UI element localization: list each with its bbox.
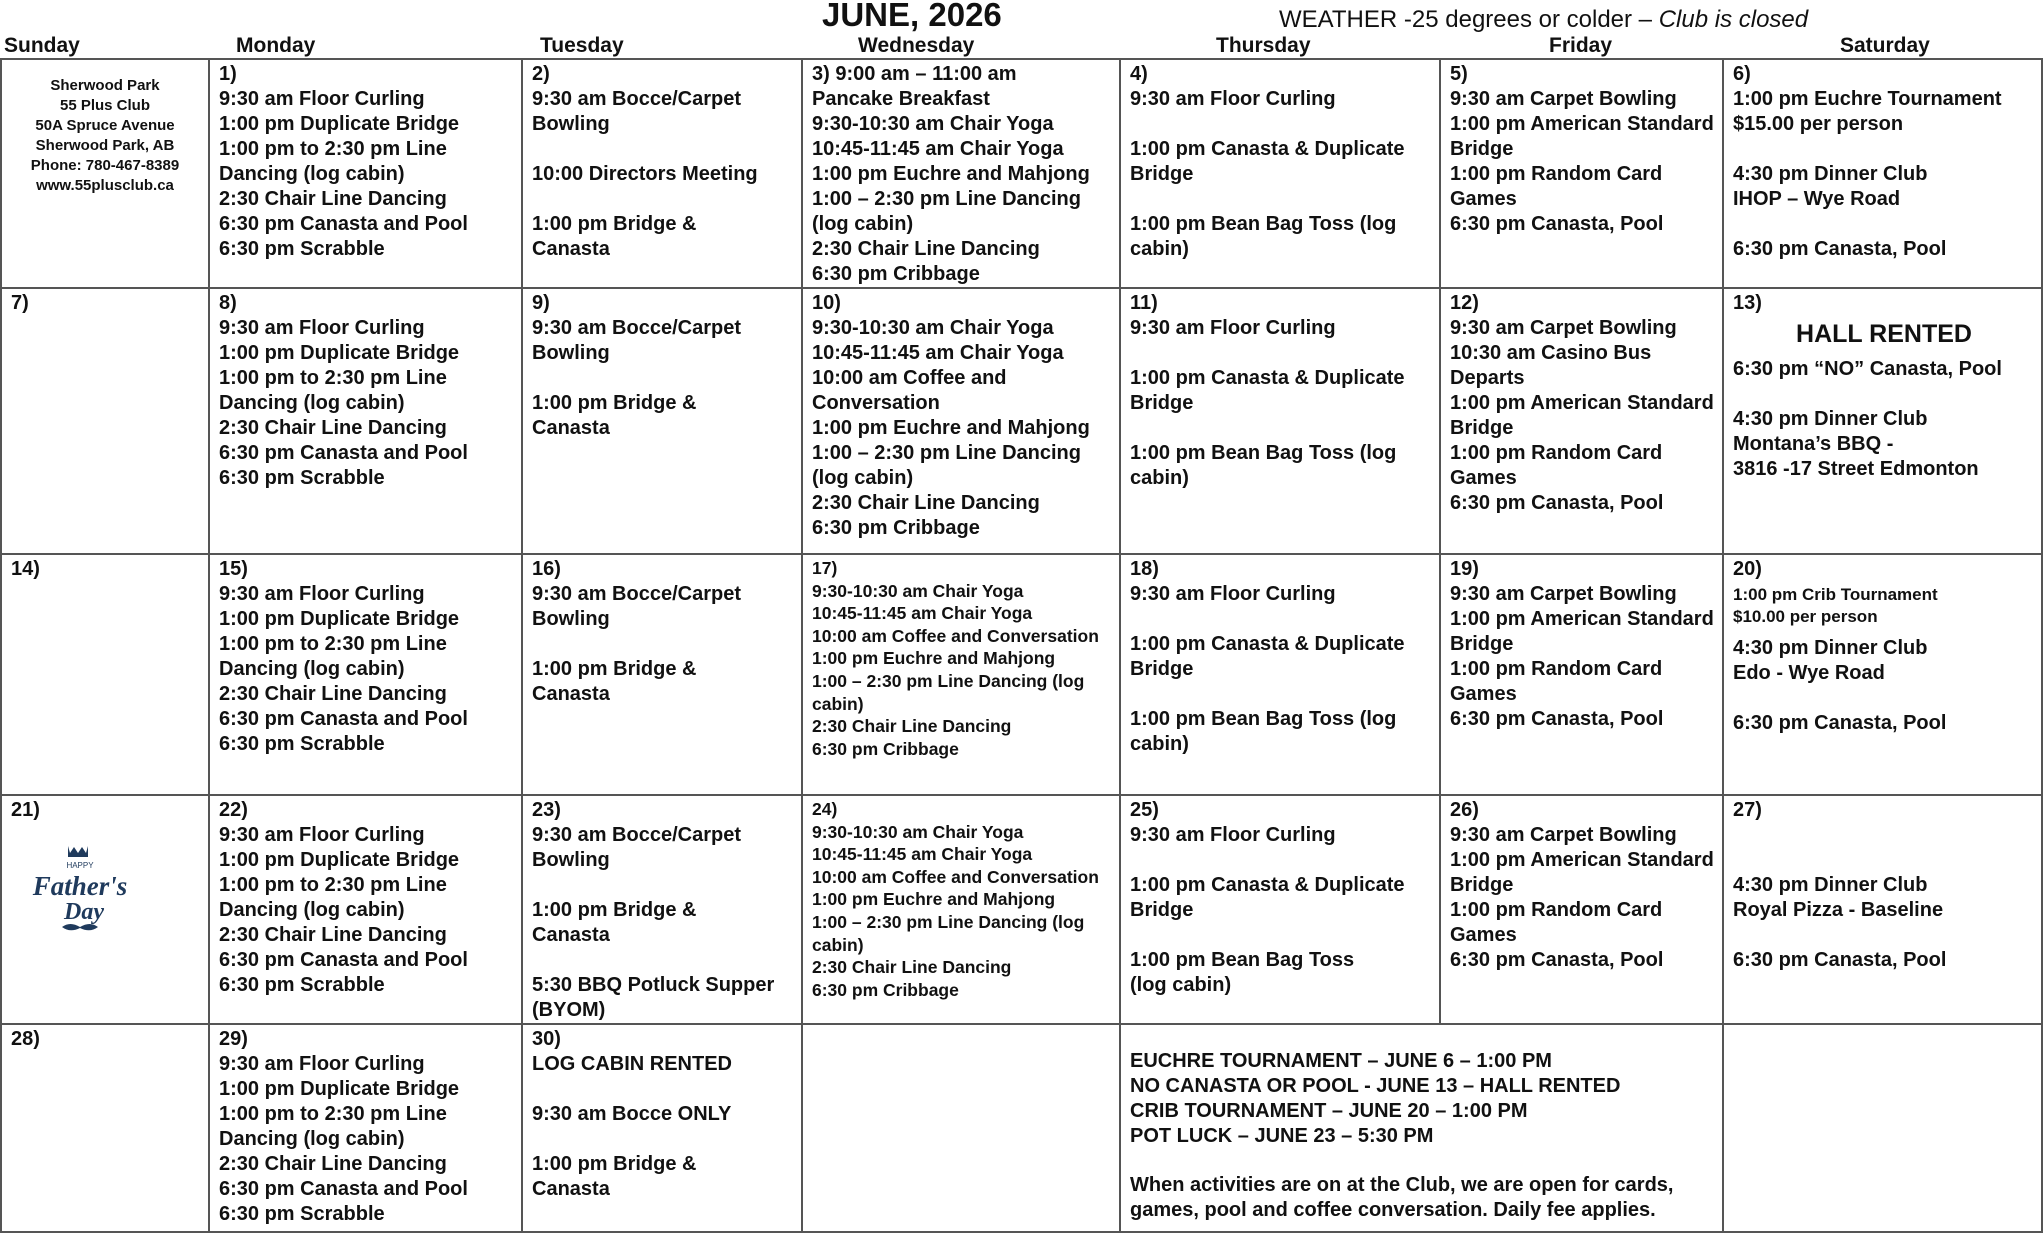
day-cell-9 [522,288,802,554]
day-cell-30 [522,1024,802,1232]
day-header-saturday: Saturday [1840,34,1930,57]
day-events: 15) 9:30 am Floor Curling 1:00 pm Duplicate Bridge 1:00 pm to 2:30 pm Line Dancing (log cabin) 2:30 Chair Line Dancing 6:30 pm Canasta and Pool 6:30 pm Scrabble [219,558,468,755]
day-cell-27 [1723,795,2042,1024]
day-cell-14 [1,554,209,795]
day-cell-1 [209,59,522,288]
day-events: 6) 1:00 pm Euchre Tournament $15.00 per person 4:30 pm Dinner Club IHOP – Wye Road 6:30 pm Canasta, Pool [1733,63,2002,260]
day-events: 4:30 pm Dinner Club Edo - Wye Road 6:30 pm Canasta, Pool [1733,637,1947,734]
day-header-friday: Friday [1549,34,1613,57]
notes-lines: EUCHRE TOURNAMENT – JUNE 6 – 1:00 PM NO CANASTA OR POOL - JUNE 13 – HALL RENTED CRIB TOURNAMENT – JUNE 20 – 1:00 PM POT LUCK – JUNE 23 – 5:30 PM [1130,1050,1621,1147]
day-cell-13 [1723,288,2042,554]
day-cell-26 [1440,795,1723,1024]
hall-rented-label: HALL RENTED [1796,320,1972,348]
day-cell-25 [1120,795,1440,1024]
day-events: 5) 9:30 am Carpet Bowling 1:00 pm American Standard Bridge 1:00 pm Random Card Games 6:30 pm Canasta, Pool [1450,63,1714,235]
day-events: 30) LOG CABIN RENTED 9:30 am Bocce ONLY 1:00 pm Bridge & Canasta [532,1028,732,1200]
day-events: 4) 9:30 am Floor Curling 1:00 pm Canasta & Duplicate Bridge 1:00 pm Bean Bag Toss (log cabin) [1130,63,1405,260]
day-cell-23 [522,795,802,1024]
weather-closed: Club is closed [1658,6,1809,33]
day-header-thursday: Thursday [1216,34,1311,57]
week-row [1,1024,2042,1232]
day-cell-19 [1440,554,1723,795]
day-cell-blank [1,59,209,288]
day-header-wednesday: Wednesday [858,34,975,57]
day-events [1724,1025,2041,1027]
day-events: 16) 9:30 am Bocce/Carpet Bowling 1:00 pm Bridge & Canasta [532,558,741,705]
week-row [1,288,2042,554]
crib-tournament: 1:00 pm Crib Tournament $10.00 per person [1733,585,1938,626]
day-cell-2 [522,59,802,288]
empty-cell [1723,1024,2042,1232]
week-row [1,795,2042,1024]
day-events: 17) 9:30-10:30 am Chair Yoga 10:45-11:45 am Chair Yoga 10:00 am Coffee and Conversation 1:00 pm Euchre and Mahjong 1:00 – 2:30 pm Line Dancing (log cabin) 2:30 Chair Line Dancing 6:30 pm Cribbage [812,558,1099,759]
day-header-sunday: Sunday [4,34,80,57]
day-cell-20 [1723,554,2042,795]
day-cell-15 [209,554,522,795]
notes [1121,1025,1722,1223]
day-header-tuesday: Tuesday [540,34,624,57]
day-events: 29) 9:30 am Floor Curling 1:00 pm Duplicate Bridge 1:00 pm to 2:30 pm Line Dancing (log cabin) 2:30 Chair Line Dancing 6:30 pm Canasta and Pool 6:30 pm Scrabble [219,1028,468,1225]
day-events [803,1025,1119,1027]
day-events: 10) 9:30-10:30 am Chair Yoga 10:45-11:45 am Chair Yoga 10:00 am Coffee and Conversation 1:00 pm Euchre and Mahjong 1:00 – 2:30 pm Line Dancing (log cabin) 2:30 Chair Line Dancing 6:30 pm Cribbage [812,292,1090,539]
day-cell-17 [802,554,1120,795]
day-events: 3) 9:00 am – 11:00 am Pancake Breakfast 9:30-10:30 am Chair Yoga 10:45-11:45 am Chair Yoga 1:00 pm Euchre and Mahjong 1:00 – 2:30 pm Line Dancing (log cabin) 2:30 Chair Line Dancing 6:30 pm Cribbage [812,63,1090,285]
day-number: 21) [11,799,40,821]
day-cell-24 [802,795,1120,1024]
day-cell-11 [1120,288,1440,554]
weather-text: WEATHER -25 degrees or colder – [1279,6,1659,33]
day-events: 19) 9:30 am Carpet Bowling 1:00 pm American Standard Bridge 1:00 pm Random Card Games 6:30 pm Canasta, Pool [1450,558,1714,730]
notes-cell [1120,1024,1723,1232]
day-events: 11) 9:30 am Floor Curling 1:00 pm Canasta & Duplicate Bridge 1:00 pm Bean Bag Toss (log cabin) [1130,292,1405,489]
day-cell-28 [1,1024,209,1232]
day-events: 9) 9:30 am Bocce/Carpet Bowling 1:00 pm Bridge & Canasta [532,292,741,439]
day-events: 1) 9:30 am Floor Curling 1:00 pm Duplicate Bridge 1:00 pm to 2:30 pm Line Dancing (log cabin) 2:30 Chair Line Dancing 6:30 pm Canasta and Pool 6:30 pm Scrabble [219,63,468,260]
day-cell-21 [1,795,209,1024]
day-events: 26) 9:30 am Carpet Bowling 1:00 pm American Standard Bridge 1:00 pm Random Card Games 6:30 pm Canasta, Pool [1450,799,1714,971]
day-events: 22) 9:30 am Floor Curling 1:00 pm Duplicate Bridge 1:00 pm to 2:30 pm Line Dancing (log cabin) 2:30 Chair Line Dancing 6:30 pm Canasta and Pool 6:30 pm Scrabble [219,799,468,996]
day-cell-18 [1120,554,1440,795]
day-events: 2) 9:30 am Bocce/Carpet Bowling 10:00 Directors Meeting 1:00 pm Bridge & Canasta [532,63,758,260]
day-events: 23) 9:30 am Bocce/Carpet Bowling 1:00 pm Bridge & Canasta 5:30 BBQ Potluck Supper (BYOM) [532,799,775,1021]
day-events: 7) [11,292,29,314]
day-cell-12 [1440,288,1723,554]
notes-footer: When activities are on at the Club, we are open for cards, games, pool and coffee conversation. Daily fee applies. [1130,1174,1674,1221]
day-events: 18) 9:30 am Floor Curling 1:00 pm Canasta & Duplicate Bridge 1:00 pm Bean Bag Toss (log cabin) [1130,558,1405,755]
calendar-grid [0,58,2043,1233]
day-cell-5 [1440,59,1723,288]
day-cell-6 [1723,59,2042,288]
logo-fathers: Father's [32,871,128,901]
day-events: 14) [11,558,40,580]
sat13-events: 6:30 pm “NO” Canasta, Pool 4:30 pm Dinner Club Montana’s BBQ - 3816 -17 Street Edmonton [1733,358,2002,480]
day-events: 8) 9:30 am Floor Curling 1:00 pm Duplicate Bridge 1:00 pm to 2:30 pm Line Dancing (log cabin) 2:30 Chair Line Dancing 6:30 pm Canasta and Pool 6:30 pm Scrabble [219,292,468,489]
day-header-monday: Monday [236,34,316,57]
calendar-title: JUNE, 2026 [822,0,1002,33]
day-events [1724,322,2041,482]
day-cell-7 [1,288,209,554]
club-info: Sherwood Park 55 Plus Club 50A Spruce Avenue Sherwood Park, AB Phone: 780-467-8389 www.55plusclub.ca [30,77,180,194]
day-cell-4 [1120,59,1440,288]
week-row [1,554,2042,795]
day-events: 28) [11,1028,40,1050]
week-row [1,59,2042,288]
day-cell-8 [209,288,522,554]
empty-cell [802,1024,1120,1232]
day-number: 13) [1733,292,1762,314]
day-cell-3 [802,59,1120,288]
fathers-day-logo [32,843,128,933]
day-events: 24) 9:30-10:30 am Chair Yoga 10:45-11:45 am Chair Yoga 10:00 am Coffee and Conversation 1:00 pm Euchre and Mahjong 1:00 – 2:30 pm Line Dancing (log cabin) 2:30 Chair Line Dancing 6:30 pm Cribbage [812,799,1099,1000]
day-events: 25) 9:30 am Floor Curling 1:00 pm Canasta & Duplicate Bridge 1:00 pm Bean Bag Toss (log cabin) [1130,799,1405,996]
day-events: 12) 9:30 am Carpet Bowling 10:30 am Casino Bus Departs 1:00 pm American Standard Bridge 1:00 pm Random Card Games 6:30 pm Canasta, Pool [1450,292,1714,514]
logo-day: Day [64,899,104,925]
weather-notice [1279,6,1808,34]
day-cell-10 [802,288,1120,554]
logo-happy: HAPPY [66,861,94,870]
day-events: 27) 4:30 pm Dinner Club Royal Pizza - Baseline 6:30 pm Canasta, Pool [1733,799,1947,971]
day-cell-16 [522,554,802,795]
day-cell-29 [209,1024,522,1232]
day-number: 20) [1733,558,1762,580]
day-cell-22 [209,795,522,1024]
